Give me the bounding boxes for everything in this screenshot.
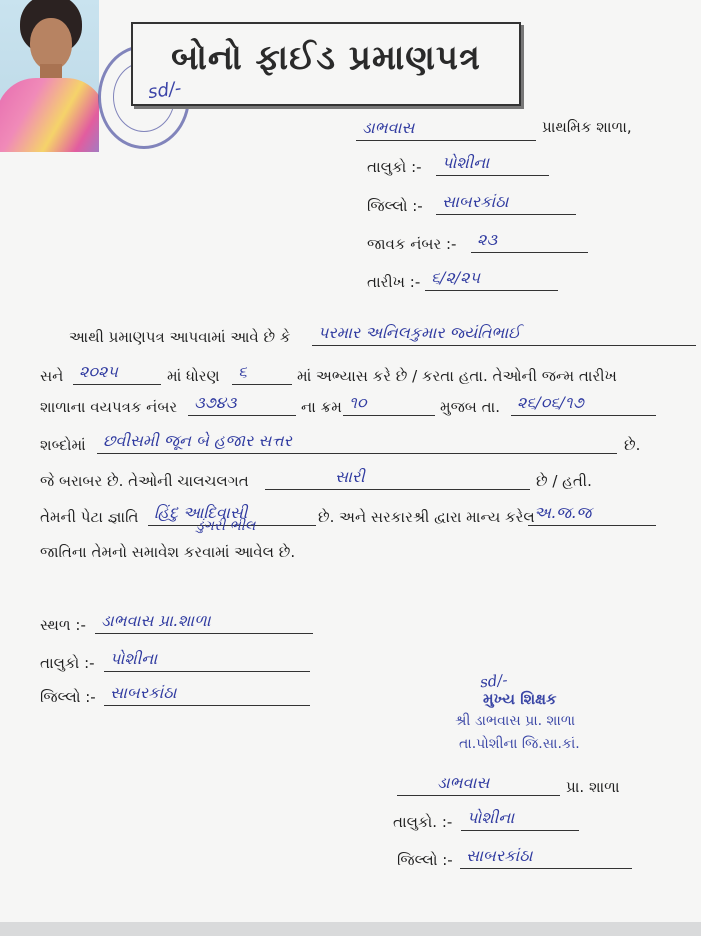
seal-line2: શ્રી ડાભવાસ પ્રા. શાળા [455,713,576,729]
footer-right-taluka-field: પોશીના [461,807,579,831]
principal-signature: sd/- [479,670,509,692]
serial-number-field: ૧૦ [343,392,435,416]
header-taluka-label: તાલુકો :- [367,158,422,176]
body-line7: જાતિના તેમનો સમાવેશ કરવામાં આવેલ છે. [40,543,296,561]
footer-place-label: સ્થળ :- [40,616,86,634]
body-line2-suffix: માં અભ્યાસ કરે છે / કરતા હતા. તેઓની જન્મ તારીખ [297,367,617,385]
header-district-label: જિલ્લો :- [367,197,423,215]
body-line5-suffix: છે / હતી. [536,472,592,490]
body-line5-prefix: જે બરાબર છે. તેઓની ચાલચલગત [40,472,249,490]
photo-face [30,18,72,70]
title-signature: sd/- [146,77,183,104]
title-box [131,22,521,106]
register-number-field: ૩૭૪૩ [188,392,296,416]
standard-field: ૬ [232,361,292,385]
body-line1-prefix: આથી પ્રમાણપત્ર આપવામાં આવે છે કે [69,328,291,346]
footer-right-school-suffix: પ્રા. શાળા [566,778,620,796]
footer-place-field: ડાભવાસ પ્રા.શાળા [95,610,313,634]
subcaste-second-line: ડુંગરી ભીલ [196,518,256,534]
birth-date-field: ૨૬/૦૬/૧૭ [511,392,656,416]
header-outward-field: ૨૩ [471,229,588,253]
year-field: ૨૦૨૫ [73,361,161,385]
photo-dress [0,78,99,152]
paper-bottom-edge [0,922,701,936]
footer-right-district-label: જિલ્લો :- [397,851,453,869]
header-taluka-field: પોશીના [436,152,549,176]
footer-right-school-field: ડાભવાસ [397,772,560,796]
seal-line3: તા.પોશીના જિ.સા.કાં. [459,736,580,752]
page-title: બોનો ફાઈડ પ્રમાણપત્ર [171,38,481,78]
body-line2-prefix: સને [40,367,64,385]
header-date-label: તારીખ :- [367,273,421,291]
footer-district-label: જિલ્લો :- [40,688,96,706]
footer-taluka-field: પોશીના [104,648,310,672]
birth-date-words-field: છવીસમી જૂન બે હજાર સત્તર [97,430,617,454]
category-field: અ.જ.જ [528,502,656,526]
body-line6-mid: છે. અને સરકારશ્રી દ્વારા માન્ય કરેલ [318,508,535,526]
header-outward-label: જાવક નંબર :- [367,235,457,253]
footer-district-field: સાબરકાંઠા [104,682,310,706]
footer-right-taluka-label: તાલુકો. :- [393,813,453,831]
header-district-field: સાબરકાંઠા [436,191,576,215]
conduct-field: સારી [265,466,530,490]
body-line3-prefix: શાળાના વયપત્રક નંબર [40,398,178,416]
header-school-field: ડાભવાસ [356,117,536,141]
subcaste-field: હિંદુ આદિવાસી [148,502,316,526]
body-line4-suffix: છે. [624,436,641,454]
body-line2-mid: માં ધોરણ [167,367,220,385]
student-photo [0,0,99,152]
student-name-field: પરમાર અનિલકુમાર જ્યંતિભાઈ [312,322,696,346]
seal-line1: મુખ્ય શિક્ષક [483,690,557,708]
footer-right-district-field: સાબરકાંઠા [460,845,632,869]
body-line6-prefix: તેમની પેટા જ્ઞાતિ [40,508,139,526]
footer-taluka-label: તાલુકો :- [40,654,95,672]
body-line4-prefix: શબ્દોમાં [40,436,86,454]
body-line3-suffix: મુજબ તા. [440,398,500,416]
header-school-suffix: પ્રાથમિક શાળા, [542,118,632,136]
body-line3-mid: ના ક્રમ [301,398,342,416]
header-date-field: ૬/૨/૨૫ [425,267,558,291]
